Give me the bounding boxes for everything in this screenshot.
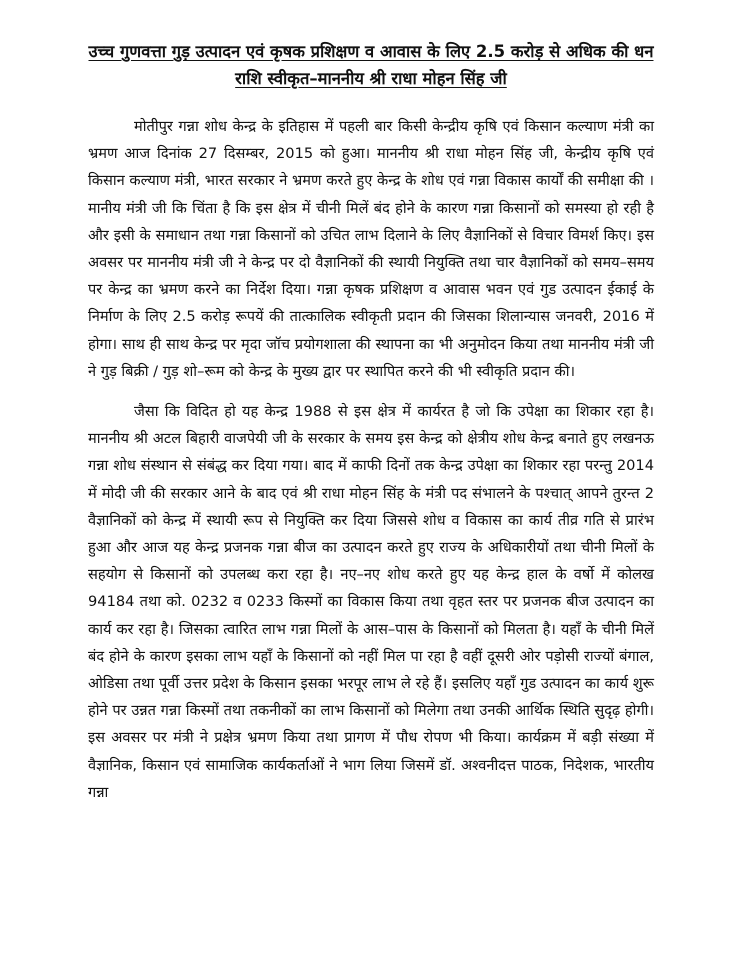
document-title: उच्च गुणवत्ता गुड़ उत्पादन एवं कृषक प्रशिक्षण व आवास के लिए 2.5 करोड़ से अधिक की धन राशि स्वीकृत–माननीय श्री राधा मोहन सिंह जी: [88, 42, 654, 88]
paragraph-2: जैसा कि विदित हो यह केन्द्र 1988 से इस क्षेत्र में कार्यरत है जो कि उपेक्षा का शिकार रहा है। माननीय श्री अटल बिहारी वाजपेयी जी के सरकार के समय इस केन्द्र को क्षेत्रीय शोध केन्द्र बनाते हुए लखनऊ गन्ना शोध संस्थान से संबंद्ध कर दिया गया। बाद में काफी दिनों तक केन्द्र उपेक्षा का शिकार रहा परन्तु 2014 में मोदी जी की सरकार आने के बाद एवं श्री राधा मोहन सिंह के मंत्री पद संभालने के पश्चात् आपने तुरन्त 2 वैज्ञानिकों को केन्द्र में स्थायी रूप से नियुक्ति कर दिया जिससे शोध व विकास का कार्य तीव्र गति से प्रारंभ हुआ और आज यह केन्द्र प्रजनक गन्ना बीज का उत्पादन करते हुए राज्य के अधिकारीयों तथा चीनी मिलों के सहयोग से किसानों को उपलब्ध करा रहा है। नए–नए शोध करते हुए यह केन्द्र हाल के वर्षो में कोलख 94184 तथा को. 0232 व 0233 किस्मों का विकास किया तथा वृहत स्तर पर प्रजनक बीज उत्पादन का कार्य कर रहा है। जिसका त्वारित लाभ गन्ना मिलों के आस–पास के किसानों को मिलता है। यहाँ के चीनी मिलें बंद होने के कारण इसका लाभ यहाँ के किसानों को नहीं मिल पा रहा है वहीं दूसरी ओर पड़ोसी राज्यों बंगाल, ओडिसा तथा पूर्वी उत्तर प्रदेश के किसान इसका भरपूर लाभ ले रहे हैं। इसलिए यहाँ गुड उत्पादन का कार्य शुरू होने पर उन्नत गन्ना किस्मों तथा तकनीकों का लाभ किसानों को मिलेगा तथा उनकी आर्थिक स्थिति सुदृढ़ होगी। इस अवसर पर मंत्री ने प्रक्षेत्र भ्रमण किया तथा प्रागण में पौध रोपण भी किया। कार्यक्रम में बड़ी संख्या में वैज्ञानिक, किसान एवं सामाजिक कार्यकर्ताओं ने भाग लिया जिसमें डॉ. अश्वनीदत्त पाठक, निदेशक, भारतीय गन्ना: [88, 403, 654, 801]
document-page: [88, 38, 654, 806]
paragraph-1: मोतीपुर गन्ना शोध केन्द्र के इतिहास में पहली बार किसी केन्द्रीय कृषि एवं किसान कल्याण मंत्री का भ्रमण आज दिनांक 27 दिसम्बर, 2015 को हुआ। माननीय श्री राधा मोहन सिंह जी, केन्द्रीय कृषि एवं किसान कल्याण मंत्री, भारत सरकार ने भ्रमण करते हुए केन्द्र के शोध एवं गन्ना विकास कार्यों की समीक्षा की । मानीय मंत्री जी कि चिंता है कि इस क्षेत्र में चीनी मिलें बंद होने के कारण गन्ना किसानों को समस्या हो रही है और इसी के समाधान तथा गन्ना किसानों को उचित लाभ दिलाने के लिए वैज्ञानिकों से विचार विमर्श किए। इस अवसर पर माननीय मंत्री जी ने केन्द्र पर दो वैज्ञानिकों की स्थायी नियुक्ति तथा चार वैज्ञानिकों को समय–समय पर केन्द्र का भ्रमण करने का निर्देश दिया। गन्ना कृषक प्रशिक्षण व आवास भवन एवं गुड उत्पादन ईकाई के निर्माण के लिए 2.5 करोड़ रूपयें की तात्कालिक स्वीकृती प्रदान की जिसका शिलान्यास जनवरी, 2016 में होगा। साथ ही साथ केन्द्र पर मृदा जॉच प्रयोगशाला की स्थापना का भी अनुमोदन किया तथा माननीय मंत्री जी ने गुड़ बिक्री / गुड़ शो–रूम को केन्द्र के मुख्य द्वार पर स्थापित करने की भी स्वीकृति प्रदान की।: [88, 118, 654, 380]
